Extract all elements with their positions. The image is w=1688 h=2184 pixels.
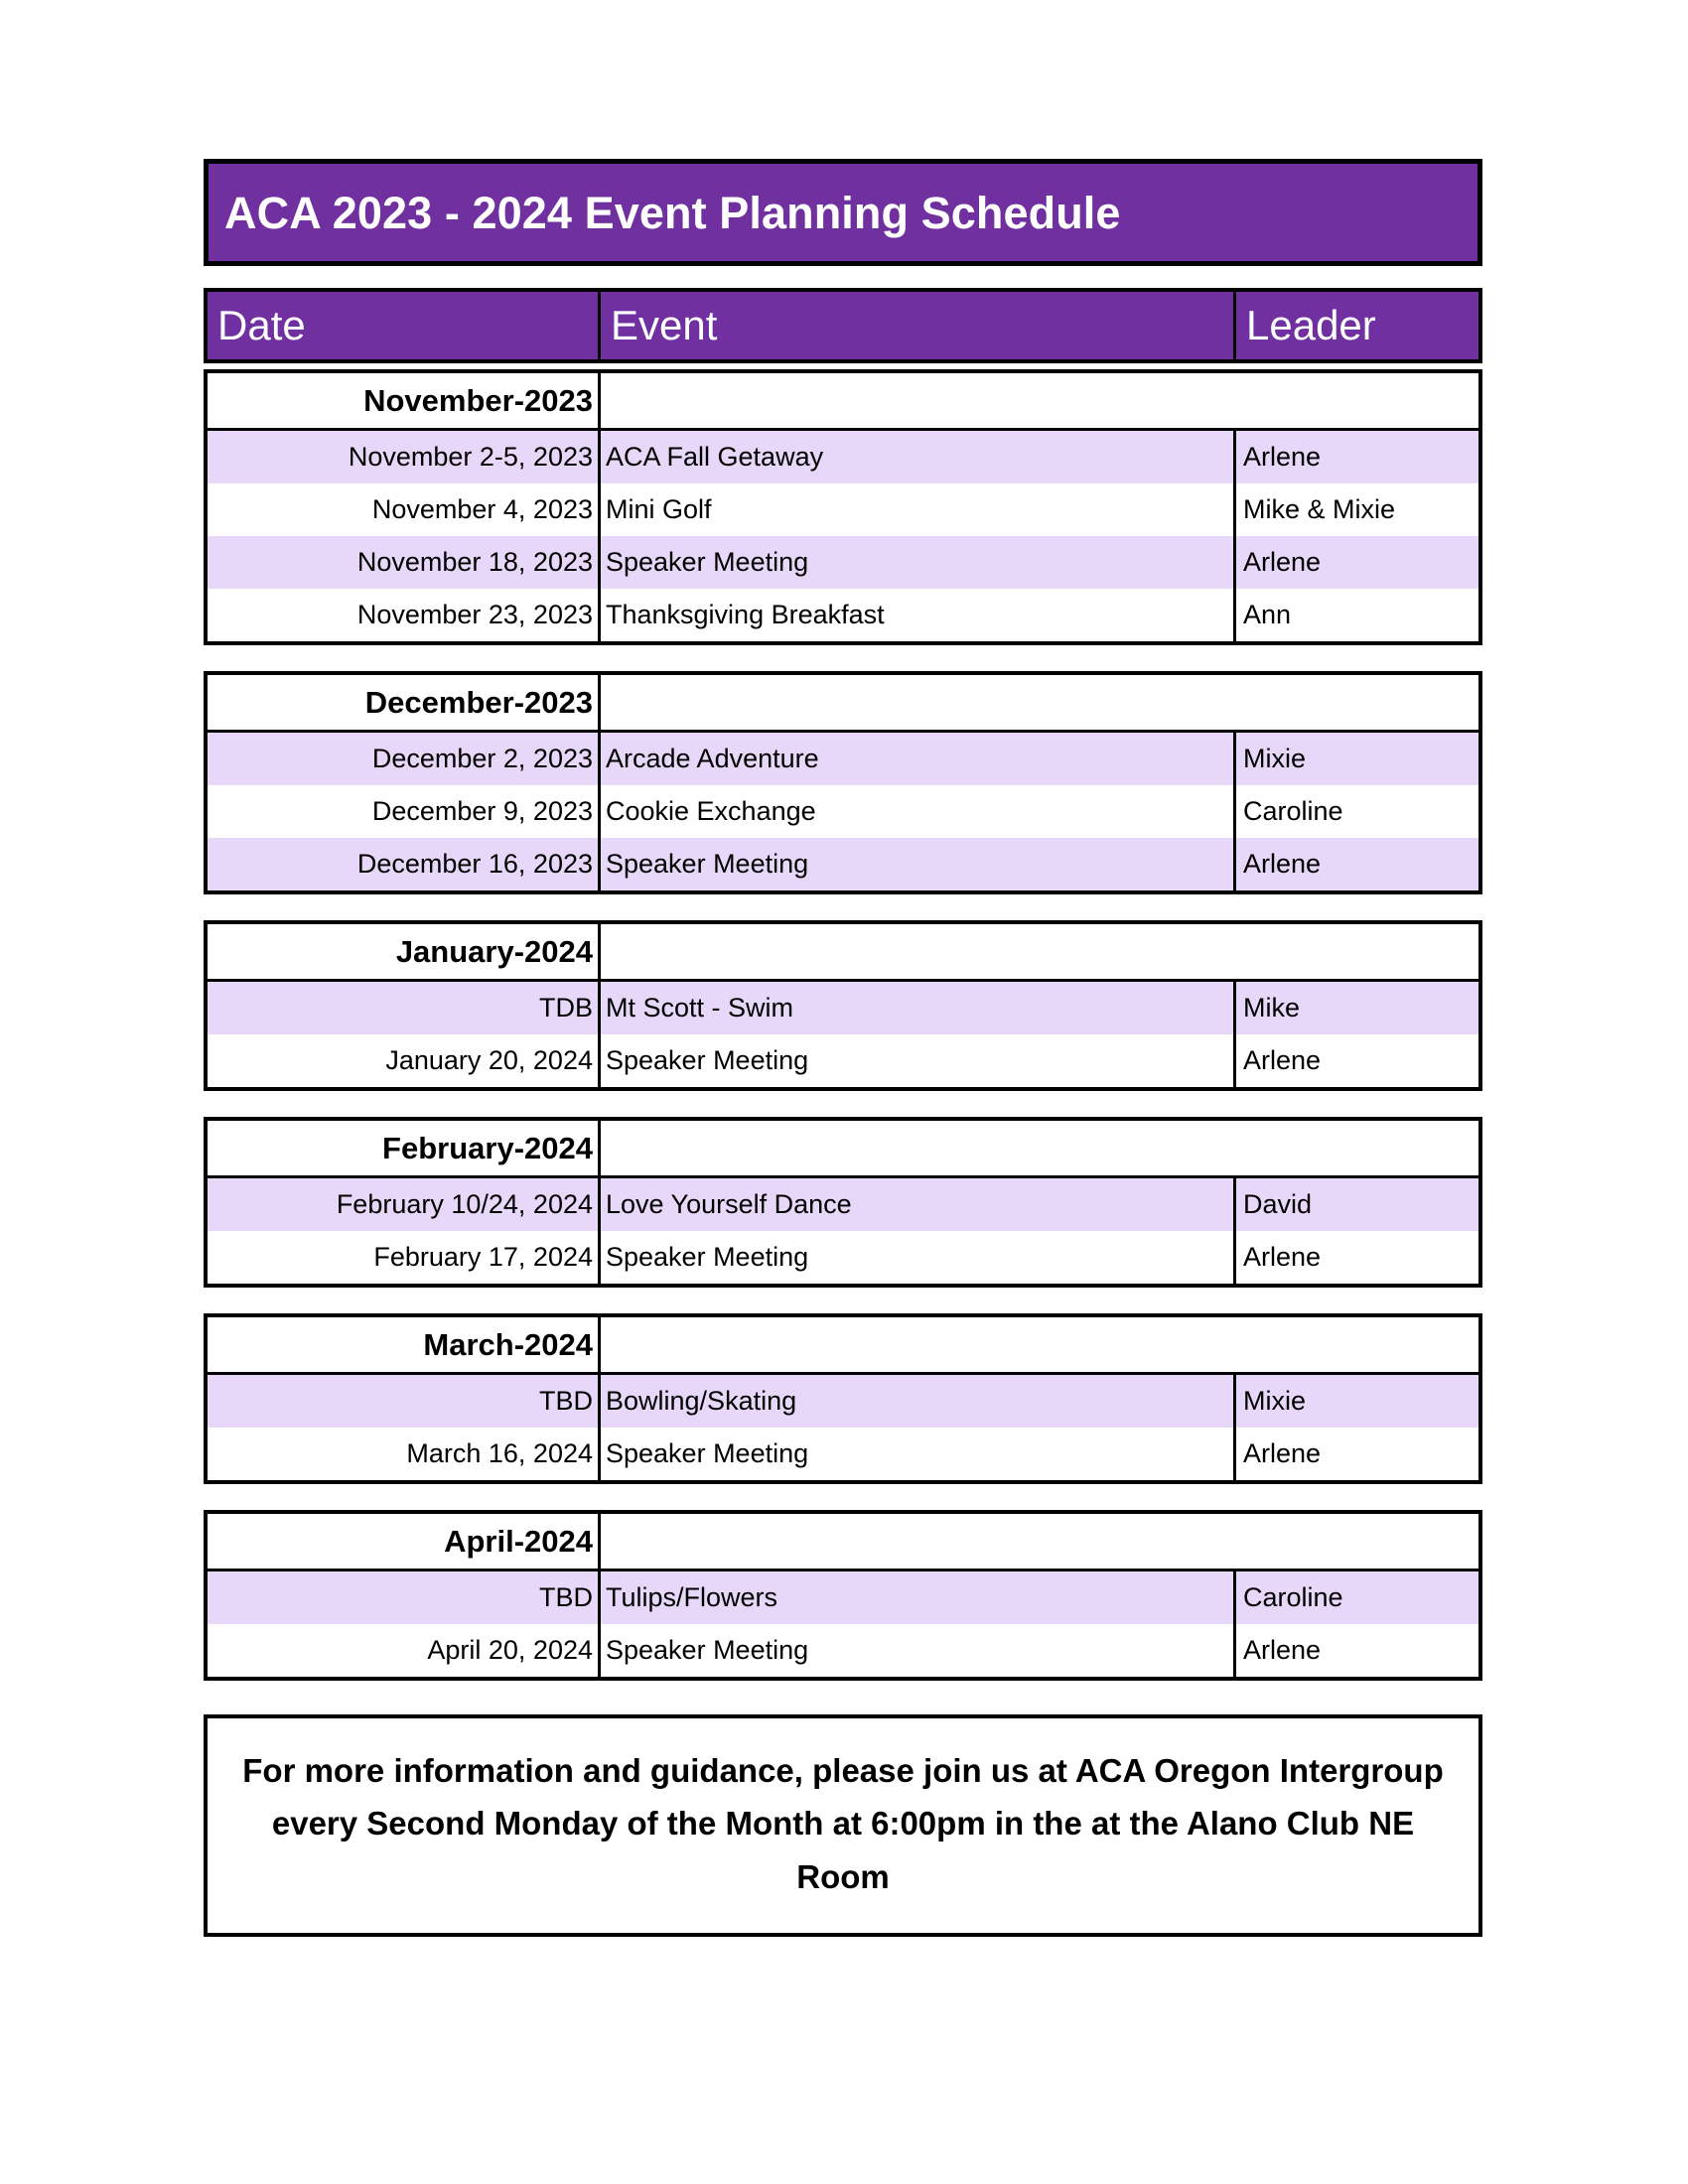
cell-date: March 16, 2024 [208, 1428, 601, 1480]
month-label: January-2024 [208, 924, 601, 979]
cell-leader: Caroline [1243, 1582, 1343, 1612]
column-header-date: Date [208, 292, 601, 359]
table-row [208, 1231, 1478, 1284]
cell-leader: Arlene [1243, 849, 1322, 879]
month-block [204, 920, 1482, 1091]
cell-leader: Mixie [1243, 1386, 1307, 1416]
cell-date: December 9, 2023 [208, 785, 601, 838]
table-row [208, 536, 1478, 589]
table-row [208, 1428, 1478, 1480]
month-header-leader-cell [1236, 924, 1478, 979]
cell-event: Mini Golf [601, 483, 1236, 536]
cell-event: Speaker Meeting [601, 838, 1236, 890]
table-row [208, 1624, 1478, 1677]
cell-leader: Ann [1243, 600, 1292, 629]
cell-leader: Mixie [1243, 744, 1307, 773]
document-title-banner [204, 159, 1482, 266]
month-label: April-2024 [208, 1514, 601, 1569]
table-row [208, 733, 1478, 785]
month-label: November-2023 [208, 373, 601, 428]
column-header-event: Event [601, 292, 1236, 359]
month-label: December-2023 [208, 675, 601, 730]
cell-date: TBD [208, 1375, 601, 1428]
cell-leader: Arlene [1243, 1438, 1322, 1468]
month-label: February-2024 [208, 1121, 601, 1175]
month-header-leader-cell [1236, 373, 1478, 428]
month-header-leader-cell [1236, 675, 1478, 730]
cell-date: November 23, 2023 [208, 589, 601, 641]
month-header-row [208, 675, 1478, 733]
table-row [208, 838, 1478, 890]
table-row [208, 589, 1478, 641]
cell-event: Cookie Exchange [601, 785, 1236, 838]
cell-date: November 18, 2023 [208, 536, 601, 589]
month-block [204, 1313, 1482, 1484]
month-block [204, 671, 1482, 894]
cell-event: Tulips/Flowers [601, 1571, 1236, 1624]
cell-event: Speaker Meeting [601, 536, 1236, 589]
month-header-row [208, 1514, 1478, 1571]
cell-date: November 2-5, 2023 [208, 431, 601, 483]
cell-event: Love Yourself Dance [601, 1178, 1236, 1231]
month-header-event-cell [601, 924, 1236, 979]
month-header-event-cell [601, 1317, 1236, 1372]
month-header-event-cell [601, 1514, 1236, 1569]
cell-date: TDB [208, 982, 601, 1034]
month-header-leader-cell [1236, 1317, 1478, 1372]
month-header-row [208, 373, 1478, 431]
month-header-row [208, 924, 1478, 982]
month-header-event-cell [601, 1121, 1236, 1175]
cell-event: Thanksgiving Breakfast [601, 589, 1236, 641]
column-header-leader: Leader [1246, 302, 1376, 348]
table-row [208, 785, 1478, 838]
cell-leader: Arlene [1243, 1045, 1322, 1075]
month-label: March-2024 [208, 1317, 601, 1372]
table-row [208, 431, 1478, 483]
footer-note-text: For more information and guidance, please join us at ACA Oregon Intergroup every Second Monday of the Month at 6:00pm in the at the Alano Club NE Room [242, 1752, 1444, 1895]
table-row [208, 1571, 1478, 1624]
table-row [208, 982, 1478, 1034]
cell-event: ACA Fall Getaway [601, 431, 1236, 483]
month-header-event-cell [601, 675, 1236, 730]
table-column-header [204, 288, 1482, 363]
cell-leader: Arlene [1243, 442, 1322, 472]
cell-event: Speaker Meeting [601, 1231, 1236, 1284]
cell-event: Mt Scott - Swim [601, 982, 1236, 1034]
cell-leader: Mike [1243, 993, 1301, 1023]
cell-event: Bowling/Skating [601, 1375, 1236, 1428]
cell-date: April 20, 2024 [208, 1624, 601, 1677]
cell-leader: Arlene [1243, 1635, 1322, 1665]
month-header-event-cell [601, 373, 1236, 428]
schedule-document [204, 159, 1482, 1937]
cell-date: December 16, 2023 [208, 838, 601, 890]
cell-date: November 4, 2023 [208, 483, 601, 536]
cell-leader: David [1243, 1189, 1313, 1219]
cell-date: February 17, 2024 [208, 1231, 601, 1284]
page-title: ACA 2023 - 2024 Event Planning Schedule [224, 187, 1121, 238]
month-blocks-container [204, 369, 1482, 1681]
cell-leader: Arlene [1243, 1242, 1322, 1272]
month-header-leader-cell [1236, 1514, 1478, 1569]
cell-event: Speaker Meeting [601, 1624, 1236, 1677]
month-block [204, 1510, 1482, 1681]
cell-date: February 10/24, 2024 [208, 1178, 601, 1231]
month-block [204, 1117, 1482, 1288]
cell-leader: Arlene [1243, 547, 1322, 577]
month-block [204, 369, 1482, 645]
footer-note-box [204, 1714, 1482, 1937]
month-header-row [208, 1317, 1478, 1375]
table-row [208, 1178, 1478, 1231]
month-header-leader-cell [1236, 1121, 1478, 1175]
table-row [208, 1034, 1478, 1087]
cell-leader: Mike & Mixie [1243, 494, 1396, 524]
cell-event: Speaker Meeting [601, 1428, 1236, 1480]
cell-date: December 2, 2023 [208, 733, 601, 785]
cell-event: Arcade Adventure [601, 733, 1236, 785]
table-row [208, 483, 1478, 536]
cell-date: January 20, 2024 [208, 1034, 601, 1087]
month-header-row [208, 1121, 1478, 1178]
table-row [208, 1375, 1478, 1428]
cell-leader: Caroline [1243, 796, 1343, 826]
cell-date: TBD [208, 1571, 601, 1624]
cell-event: Speaker Meeting [601, 1034, 1236, 1087]
